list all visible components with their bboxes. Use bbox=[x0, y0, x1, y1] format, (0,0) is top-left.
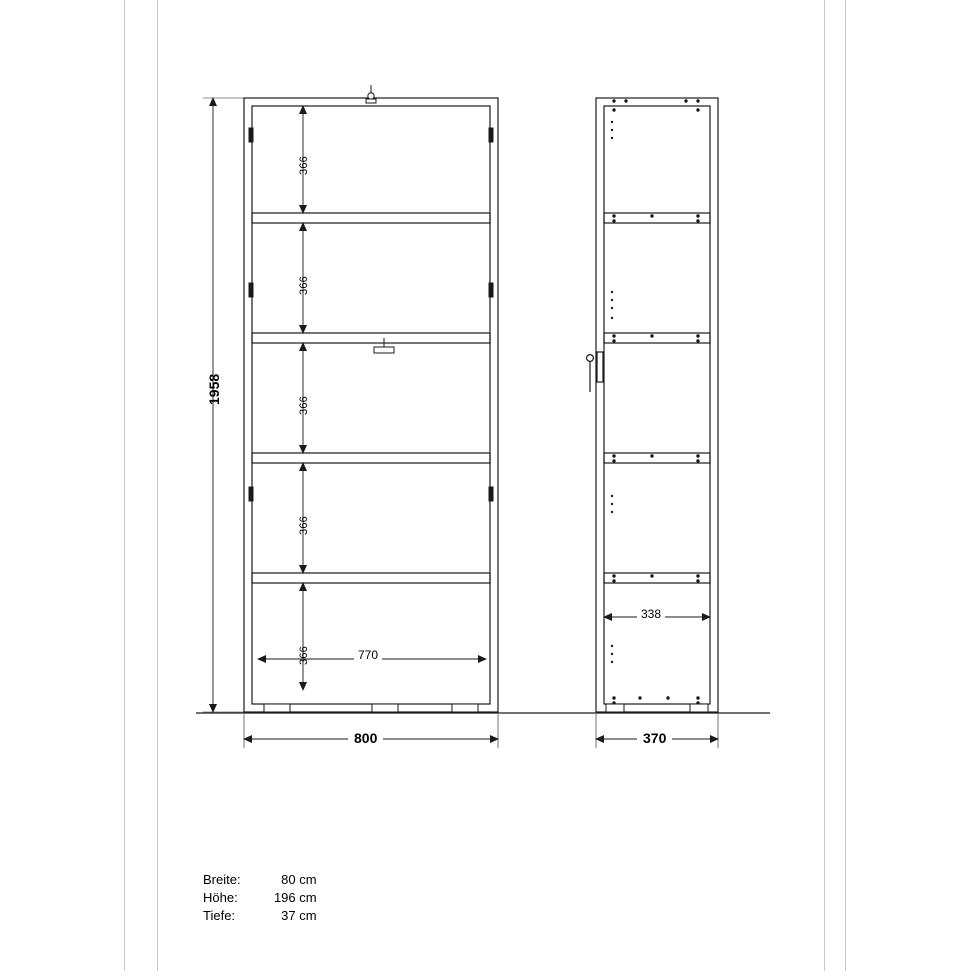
dimension-inner-depth: 338 bbox=[637, 607, 665, 621]
front-view-middle-handle bbox=[374, 338, 394, 353]
front-view-outline bbox=[244, 98, 498, 712]
spec-value-depth: 37 cm bbox=[281, 908, 317, 923]
front-view-hinges bbox=[249, 128, 493, 501]
spec-value-width: 80 cm bbox=[281, 872, 317, 887]
dimension-overall-width: 800 bbox=[348, 730, 383, 746]
dimension-shelf-gap-3: 366 bbox=[298, 396, 310, 415]
dimension-shelf-gap-1: 366 bbox=[298, 156, 310, 175]
dimension-lines bbox=[203, 97, 719, 748]
dimension-shelf-gap-5: 366 bbox=[298, 646, 310, 665]
spec-value-height: 196 cm bbox=[273, 890, 317, 905]
side-view-shelves bbox=[604, 213, 710, 583]
dimension-shelf-gap-4: 366 bbox=[298, 516, 310, 535]
front-view-shelves bbox=[252, 213, 490, 583]
front-view-feet bbox=[264, 704, 478, 712]
dimension-overall-depth: 370 bbox=[637, 730, 672, 746]
spec-label-width: Breite: bbox=[203, 872, 241, 887]
spec-row-width bbox=[203, 871, 317, 889]
dimension-shelf-gap-2: 366 bbox=[298, 276, 310, 295]
spec-row-depth bbox=[203, 907, 317, 925]
front-view-top-knob bbox=[366, 85, 376, 103]
spec-row-height bbox=[203, 889, 317, 907]
dimension-overall-height: 1958 bbox=[206, 373, 222, 405]
side-view-feet bbox=[606, 704, 708, 712]
side-view-handle bbox=[587, 352, 603, 392]
dimension-inner-width: 770 bbox=[354, 648, 382, 662]
spec-label-depth: Tiefe: bbox=[203, 908, 236, 923]
spec-label-height: Höhe: bbox=[203, 890, 238, 905]
specification-list bbox=[203, 871, 317, 925]
